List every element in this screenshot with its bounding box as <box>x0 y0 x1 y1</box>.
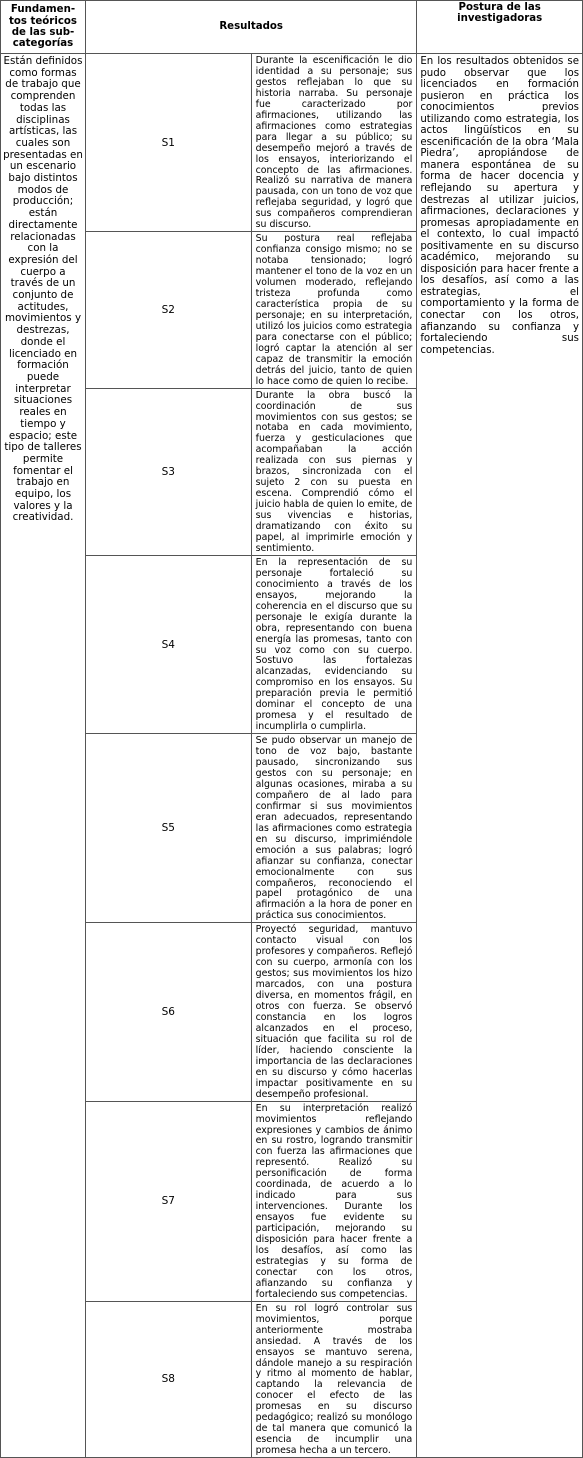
result-text: En su interpretación realizó movimientos reflejando expresiones y cambios de ánimo en su rostro, logrando transmitir con fuerza las afirmaciones que representó. Realizó su personificación de forma coordinada, de acuerdo a lo indicado para sus intervenciones. Durante los ensayos fue evidente su participación, mejorando su disposición para hacer frente a los desafíos, así como las estrategias y su forma de conectar con los otros, afianzando su confianza y fortaleciendo sus competencias. <box>251 1101 417 1301</box>
header-resultados: Resultados <box>86 1 417 54</box>
header-fundamentos: Fundamen-tos teóricos de las sub-categorías <box>1 1 86 54</box>
subject-id: S7 <box>86 1101 252 1301</box>
subject-id: S1 <box>86 54 252 232</box>
subject-id: S5 <box>86 734 252 923</box>
table-row <box>1 54 583 232</box>
result-text: Su postura real reflejaba confianza consigo mismo; no se notaba tensionado; logró mantener el tono de la voz en un volumen moderado, reflejando tristeza profunda como característica propia de su personaje; en su interpretación, utilizó los juicios como estrategia para conectarse con el público; logró captar la atención al ser capaz de transmitir la emoción detrás del juicio, tanto de quien lo hace como de quien lo recibe. <box>251 232 417 388</box>
fundamentos-text: Están definidos como formas de trabajo que comprenden todas las disciplinas artísticas, las cuales son presentadas en un escenario bajo distintos modos de producción; están directamente relacionadas con la expresión del cuerpo a través de un conjunto de actitudes, movimientos y destrezas, donde el licenciado en formación puede interpretar situaciones reales en tiempo y espacio; este tipo de talleres permite fomentar el trabajo en equipo, los valores y la creatividad. <box>1 54 86 1458</box>
subject-id: S2 <box>86 232 252 388</box>
header-postura: Postura de las investigadoras <box>417 1 583 54</box>
result-text: Proyectó seguridad, mantuvo contacto visual con los profesores y compañeros. Reflejó con su cuerpo, armonía con los gestos; sus movimientos los hizo marcados, con una postura diversa, en momentos frágil, en otros con fuerza. Se observó constancia en los logros alcanzados en el proceso, situación que facilita su rol de líder, haciendo consciente la importancia de las declaraciones en su discurso y cómo hacerlas impactar positivamente en su desempeño profesional. <box>251 923 417 1101</box>
result-text: Durante la escenificación le dio identidad a su personaje; sus gestos reflejaban lo que su historia narraba. Su personaje fue caracterizado por afirmaciones, utilizando las afirmaciones como estrategias para llegar a su público; su desempeño mejoró a través de los ensayos, interiorizando el concepto de las afirmaciones. Realizó su narrativa de manera pausada, con un tono de voz que reflejaba seguridad, y logró que sus compañeros comprendieran su discurso. <box>251 54 417 232</box>
result-text: Durante la obra buscó la coordinación de sus movimientos con sus gestos; se notaba en cada movimiento, fuerza y gesticulaciones que acompañaban la acción realizada con sus piernas y brazos, sincronizada con el sujeto 2 con su puesta en escena. Comprendió cómo el juicio habla de quien lo emite, de sus vivencias e historias, dramatizando con éxito su papel, al imprimirle emoción y sentimiento. <box>251 388 417 555</box>
header-row <box>1 1 583 54</box>
result-text: Se pudo observar un manejo de tono de voz bajo, bastante pausado, sincronizando sus gestos con su personaje; en algunas ocasiones, miraba a su compañero de al lado para confirmar si sus movimientos eran adecuados, representando las afirmaciones como estrategia en su discurso, imprimiéndole emoción a sus palabras; logró afianzar su confianza, conectar emocionalmente con sus compañeros, reconociendo el papel protagónico de una afirmación a la hora de poner en práctica sus conocimientos. <box>251 734 417 923</box>
subject-id: S6 <box>86 923 252 1101</box>
subject-id: S8 <box>86 1301 252 1457</box>
subject-id: S4 <box>86 555 252 733</box>
subject-id: S3 <box>86 388 252 555</box>
postura-text: En los resultados obtenidos se pudo observar que los licenciados en formación pusieron en práctica los conocimientos previos utilizando como estrategia, los actos lingüísticos en su escenificación de la obra ‘Mala Piedra’, apropiándose de manera espontánea de su forma de hacer docencia y reflejando su apertura y destrezas al utilizar juicios, afirmaciones, declaraciones y promesas apropiadamente en el contexto, lo cual impactó positivamente en su discurso académico, mejorando su disposición para hacer frente a los desafíos, así como a las estrategias, el comportamiento y la forma de conectar con los otros, afianzando su confianza y fortaleciendo sus competencias. <box>417 54 583 1458</box>
result-text: En su rol logró controlar sus movimientos, porque anteriormente mostraba ansiedad. A través de los ensayos se mantuvo serena, dándole manejo a su respiración y ritmo al momento de hablar, captando la relevancia de conocer el efecto de las promesas en su discurso pedagógico; realizó su monólogo de tal manera que comunicó la esencia de incumplir una promesa hecha a un tercero. <box>251 1301 417 1457</box>
result-text: En la representación de su personaje fortaleció su conocimiento a través de los ensayos, mejorando la coherencia en el discurso que su personaje le exigía durante la obra, representando con buena energía las promesas, tanto con su voz como con su cuerpo. Sostuvo las fortalezas alcanzadas, evidenciando su compromiso en los ensayos. Su preparación previa le permitió dominar el concepto de una promesa y el resultado de incumplirla o cumplirla. <box>251 555 417 733</box>
